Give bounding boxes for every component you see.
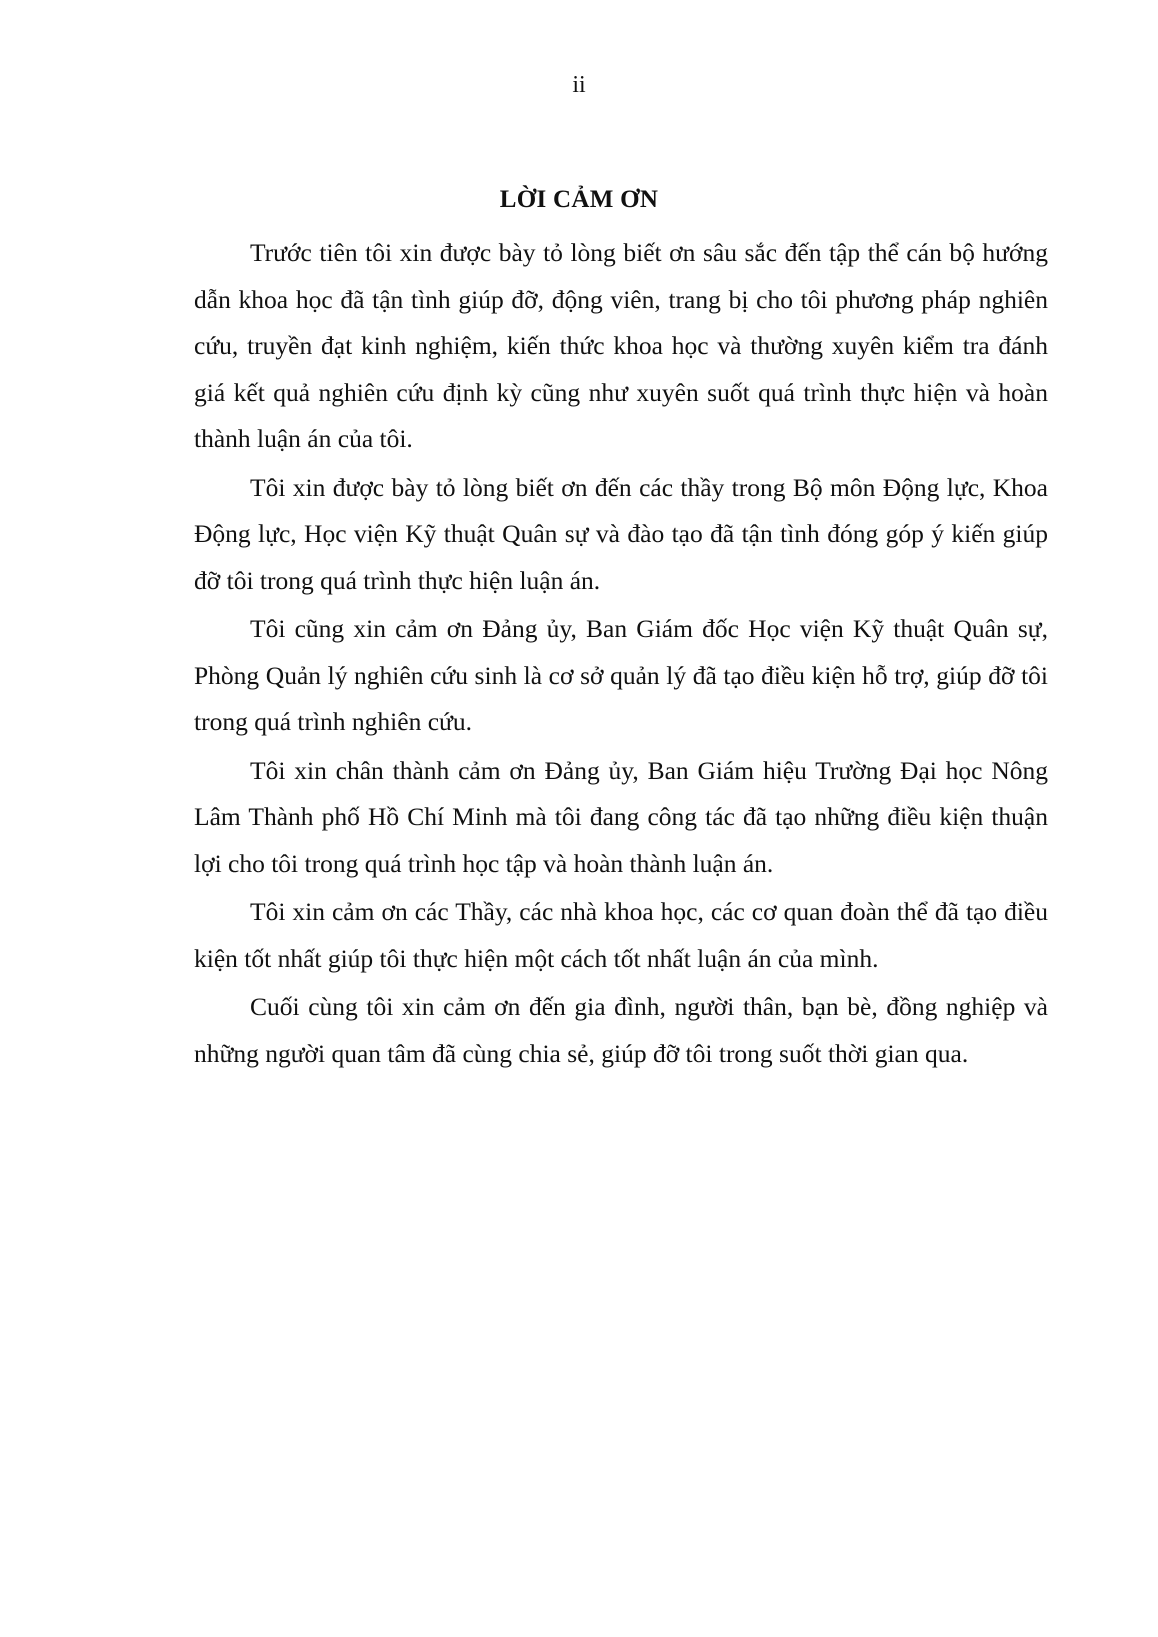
paragraph-4: Tôi xin chân thành cảm ơn Đảng ủy, Ban Giám hiệu Trường Đại học Nông Lâm Thành phố Hồ Chí Minh mà tôi đang công tác đã tạo những điều kiện thuận lợi cho tôi trong quá trình học tập và hoàn thành luận án.: [194, 755, 1048, 878]
page-title: LỜI CẢM ƠN: [499, 186, 659, 213]
paragraph-1: Trước tiên tôi xin được bày tỏ lòng biết ơn sâu sắc đến tập thể cán bộ hướng dẫn khoa học đã tận tình giúp đỡ, động viên, trang bị cho tôi phương pháp nghiên cứu, truyền đạt kinh nghiệm, kiến thức khoa học và thường xuyên kiểm tra đánh giá kết quả nghiên cứu định kỳ cũng như xuyên suốt quá trình thực hiện và hoàn thành luận án của tôi.: [194, 238, 1048, 453]
page-number: ii: [572, 72, 586, 98]
paragraph-6: Cuối cùng tôi xin cảm ơn đến gia đình, người thân, bạn bè, đồng nghiệp và những người quan tâm đã cùng chia sẻ, giúp đỡ tôi trong suốt thời gian qua.: [194, 992, 1048, 1068]
paragraph-5: Tôi xin cảm ơn các Thầy, các nhà khoa học, các cơ quan đoàn thể đã tạo điều kiện tốt nhất giúp tôi thực hiện một cách tốt nhất luận án của mình.: [194, 897, 1048, 973]
acknowledgements-body: [194, 230, 1048, 1079]
paragraph-3: Tôi cũng xin cảm ơn Đảng ủy, Ban Giám đốc Học viện Kỹ thuật Quân sự, Phòng Quản lý nghiên cứu sinh là cơ sở quản lý đã tạo điều kiện hỗ trợ, giúp đỡ tôi trong quá trình nghiên cứu.: [194, 614, 1048, 736]
paragraph-2: Tôi xin được bày tỏ lòng biết ơn đến các thầy trong Bộ môn Động lực, Khoa Động lực, Học viện Kỹ thuật Quân sự và đào tạo đã tận tình đóng góp ý kiến giúp đỡ tôi trong quá trình thực hiện luận án.: [194, 472, 1048, 595]
